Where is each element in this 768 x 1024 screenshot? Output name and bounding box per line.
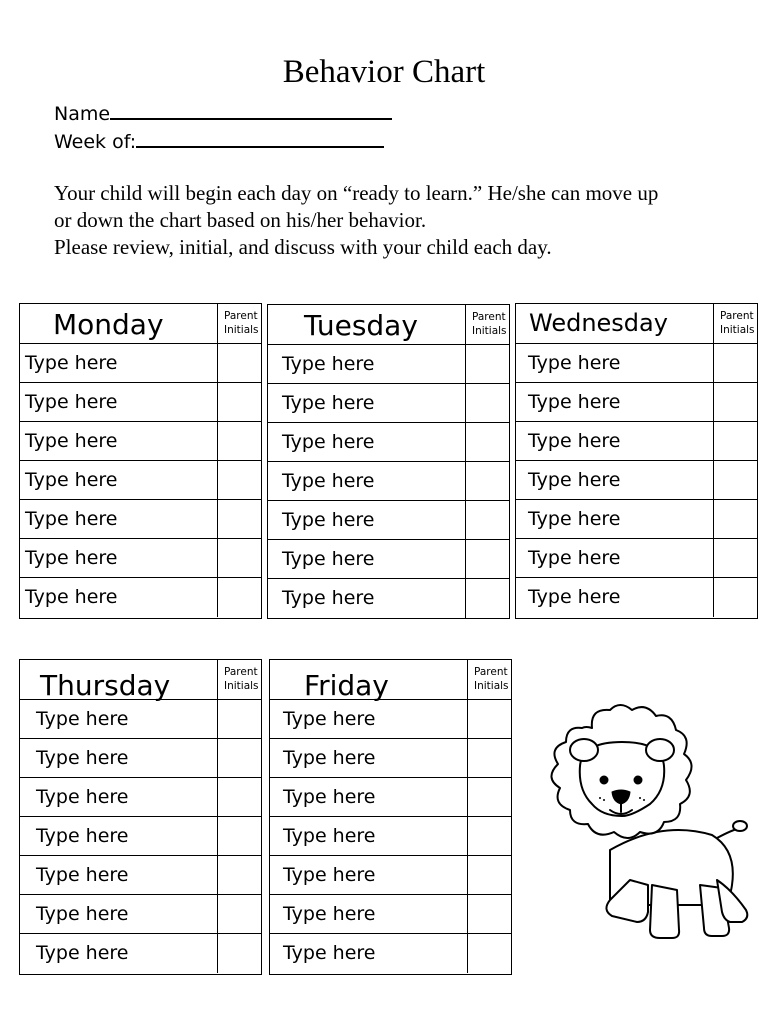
behavior-row — [270, 778, 511, 817]
behavior-row — [516, 578, 757, 617]
behavior-text[interactable]: Type here — [282, 431, 375, 453]
initials-cell[interactable] — [217, 383, 261, 421]
behavior-row — [268, 384, 509, 423]
behavior-row — [268, 501, 509, 540]
day-header — [516, 304, 757, 344]
initials-cell[interactable] — [217, 700, 261, 738]
behavior-row — [516, 422, 757, 461]
initials-cell[interactable] — [713, 539, 757, 577]
behavior-text[interactable]: Type here — [283, 903, 376, 925]
initials-cell[interactable] — [217, 539, 261, 577]
page-title: Behavior Chart — [282, 54, 486, 90]
day-header — [20, 304, 261, 344]
initials-cell[interactable] — [217, 344, 261, 382]
behavior-text[interactable]: Type here — [25, 469, 118, 491]
behavior-row — [516, 461, 757, 500]
name-field[interactable] — [54, 100, 392, 125]
behavior-text[interactable]: Type here — [36, 864, 129, 886]
behavior-row — [268, 462, 509, 501]
day-header — [268, 305, 509, 345]
initials-cell[interactable] — [467, 934, 511, 973]
initials-cell[interactable] — [217, 817, 261, 855]
behavior-text[interactable]: Type here — [25, 508, 118, 530]
instructions-line: Your child will begin each day on “ready to learn.” He/she can move up — [54, 181, 659, 205]
day-header — [270, 660, 511, 700]
behavior-text[interactable]: Type here — [283, 942, 376, 964]
behavior-row — [270, 739, 511, 778]
initials-cell[interactable] — [713, 422, 757, 460]
behavior-text[interactable]: Type here — [36, 708, 129, 730]
initials-cell[interactable] — [467, 778, 511, 816]
behavior-row — [20, 895, 261, 934]
behavior-row — [20, 934, 261, 973]
parent-initials-header: Parent Initials — [465, 305, 509, 344]
behavior-text[interactable]: Type here — [283, 825, 376, 847]
week-field[interactable] — [54, 128, 384, 153]
initials-cell[interactable] — [713, 500, 757, 538]
behavior-text[interactable]: Type here — [36, 942, 129, 964]
day-table-tuesday — [267, 304, 510, 619]
behavior-row — [516, 500, 757, 539]
initials-cell[interactable] — [217, 461, 261, 499]
initials-cell[interactable] — [217, 856, 261, 894]
behavior-row — [20, 383, 261, 422]
initials-cell[interactable] — [217, 778, 261, 816]
behavior-text[interactable]: Type here — [25, 391, 118, 413]
day-table-friday — [269, 659, 512, 975]
behavior-text[interactable]: Type here — [528, 352, 621, 374]
behavior-text[interactable]: Type here — [528, 469, 621, 491]
behavior-row — [516, 344, 757, 383]
behavior-row — [20, 700, 261, 739]
instructions-line: or down the chart based on his/her behavior. — [54, 208, 427, 232]
behavior-row — [20, 739, 261, 778]
week-blank-line[interactable] — [136, 128, 384, 148]
behavior-text[interactable]: Type here — [528, 547, 621, 569]
behavior-row — [270, 856, 511, 895]
initials-cell[interactable] — [465, 579, 509, 618]
behavior-row — [20, 422, 261, 461]
behavior-row — [516, 539, 757, 578]
behavior-row — [20, 461, 261, 500]
behavior-row — [268, 423, 509, 462]
behavior-text[interactable]: Type here — [282, 392, 375, 414]
name-blank-line[interactable] — [110, 100, 392, 120]
behavior-text[interactable]: Type here — [282, 587, 375, 609]
behavior-text[interactable]: Type here — [528, 430, 621, 452]
behavior-text[interactable]: Type here — [25, 352, 118, 374]
day-name: Tuesday — [304, 309, 418, 342]
initials-cell[interactable] — [217, 500, 261, 538]
behavior-text[interactable]: Type here — [283, 786, 376, 808]
initials-cell[interactable] — [467, 739, 511, 777]
behavior-text[interactable]: Type here — [36, 747, 129, 769]
day-table-thursday — [19, 659, 262, 975]
behavior-row — [268, 345, 509, 384]
day-name: Monday — [53, 308, 164, 341]
parent-initials-header: Parent Initials — [217, 304, 261, 343]
behavior-text[interactable]: Type here — [528, 586, 621, 608]
behavior-row — [270, 934, 511, 973]
behavior-text[interactable]: Type here — [528, 391, 621, 413]
behavior-text[interactable]: Type here — [25, 430, 118, 452]
behavior-text[interactable]: Type here — [283, 708, 376, 730]
initials-cell[interactable] — [465, 540, 509, 578]
name-label: Name — [54, 103, 111, 125]
day-name: Thursday — [40, 669, 171, 702]
initials-cell[interactable] — [465, 423, 509, 461]
behavior-row — [516, 383, 757, 422]
behavior-row — [268, 540, 509, 579]
initials-cell[interactable] — [713, 578, 757, 617]
behavior-row — [270, 700, 511, 739]
behavior-row — [20, 817, 261, 856]
behavior-row — [268, 579, 509, 618]
initials-cell[interactable] — [467, 817, 511, 855]
initials-cell[interactable] — [217, 895, 261, 933]
initials-cell[interactable] — [467, 895, 511, 933]
initials-cell[interactable] — [217, 934, 261, 973]
initials-cell[interactable] — [465, 501, 509, 539]
lion-icon — [532, 700, 754, 950]
day-name: Wednesday — [529, 309, 668, 337]
day-name: Friday — [304, 669, 389, 702]
parent-initials-header: Parent Initials — [217, 660, 261, 699]
initials-cell[interactable] — [713, 461, 757, 499]
behavior-row — [270, 895, 511, 934]
initials-cell[interactable] — [465, 462, 509, 500]
behavior-row — [20, 778, 261, 817]
behavior-row — [20, 500, 261, 539]
behavior-row — [270, 817, 511, 856]
behavior-row — [20, 344, 261, 383]
behavior-row — [20, 539, 261, 578]
week-label: Week of: — [54, 131, 137, 153]
behavior-text[interactable]: Type here — [282, 470, 375, 492]
behavior-text[interactable]: Type here — [283, 864, 376, 886]
day-table-monday — [19, 303, 262, 619]
behavior-text[interactable]: Type here — [36, 825, 129, 847]
initials-cell[interactable] — [713, 344, 757, 382]
initials-cell[interactable] — [467, 700, 511, 738]
initials-cell[interactable] — [467, 856, 511, 894]
initials-cell[interactable] — [217, 578, 261, 617]
behavior-text[interactable]: Type here — [282, 548, 375, 570]
initials-cell[interactable] — [713, 383, 757, 421]
behavior-text[interactable]: Type here — [25, 547, 118, 569]
initials-cell[interactable] — [465, 384, 509, 422]
behavior-text[interactable]: Type here — [282, 509, 375, 531]
behavior-text[interactable]: Type here — [36, 903, 129, 925]
behavior-row — [20, 856, 261, 895]
day-table-wednesday — [515, 303, 758, 619]
behavior-text[interactable]: Type here — [528, 508, 621, 530]
instructions-line: Please review, initial, and discuss with your child each day. — [54, 235, 552, 259]
parent-initials-header: Parent Initials — [713, 304, 757, 343]
behavior-row — [20, 578, 261, 617]
parent-initials-header: Parent Initials — [467, 660, 511, 699]
day-header — [20, 660, 261, 700]
initials-cell[interactable] — [217, 422, 261, 460]
behavior-text[interactable]: Type here — [36, 786, 129, 808]
behavior-text[interactable]: Type here — [283, 747, 376, 769]
instructions — [54, 180, 734, 261]
initials-cell[interactable] — [217, 739, 261, 777]
behavior-text[interactable]: Type here — [25, 586, 118, 608]
behavior-text[interactable]: Type here — [282, 353, 375, 375]
initials-cell[interactable] — [465, 345, 509, 383]
